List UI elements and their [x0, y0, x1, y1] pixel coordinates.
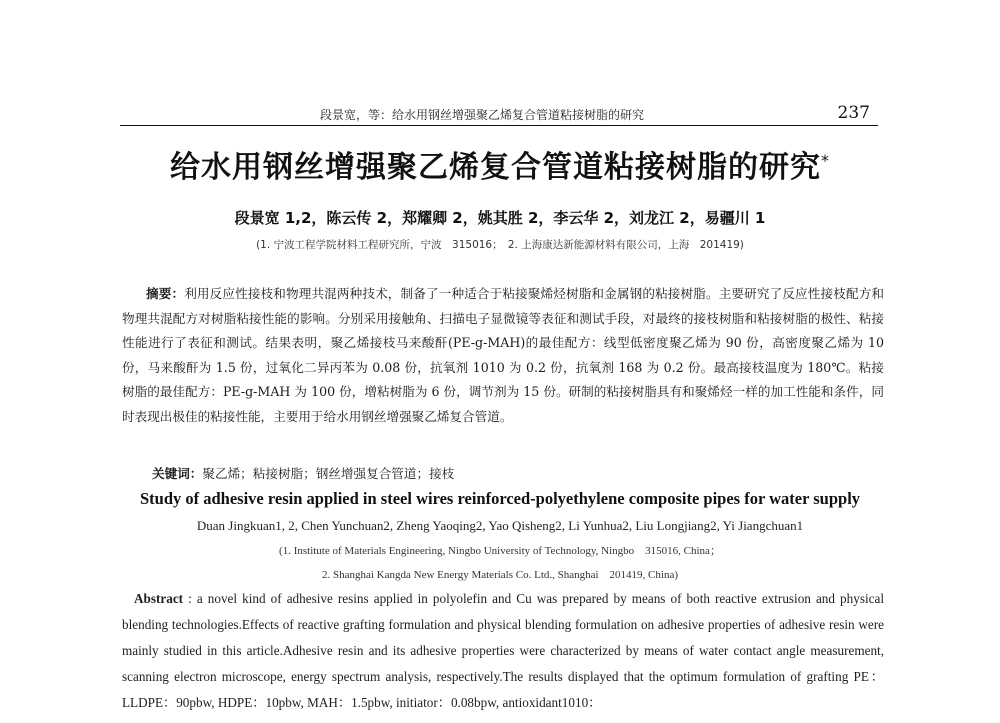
- chinese-affiliation: (1. 宁波工程学院材料工程研究所，宁波 315016； 2. 上海康达新能源材料有限公司，上海 201419): [256, 239, 744, 251]
- english-affiliation-1: (1. Institute of Materials Engineering, Ningbo University of Technology, Ningbo 315016, China；: [279, 545, 721, 557]
- chinese-abstract-text: 利用反应性接枝和物理共混两种技术，制备了一种适合于粘接聚烯烃树脂和金属钢的粘接树脂。主要研究了反应性接枝配方和物理共混配方对树脂粘接性能的影响。分别采用接触角、扫描电子显微镜等表征和测试手段，对最终的接枝树脂和粘接树脂的极性、粘接性能进行了表征和测试。结果表明，聚乙烯接枝马来酸酐(PE-g-MAH)的最佳配方：线型低密度聚乙烯为 90 份，高密度聚乙烯为 10 份，马来酸酐为 1.5 份，过氧化二异丙苯为 0.08 份，抗氧剂 1010 为 0.2 份，抗氧剂 168 为 0.2 份。最高接枝温度为 180℃。粘接树脂的最佳配方：PE-g-MAH 为 100 份，增粘树脂为 6 份，调节剂为 15 份。研制的粘接树脂具有和聚烯烃一样的加工性能和条件，同时表现出极佳的粘接性能，主要用于给水用钢丝增强聚乙烯复合管道。: [122, 286, 885, 424]
- english-title: Study of adhesive resin applied in steel wires reinforced-polyethylene composite pipes for water supply: [139, 489, 861, 508]
- english-affiliation-2: 2. Shanghai Kangda New Energy Materials Co. Ltd., Shanghai 201419, China): [321, 569, 678, 581]
- chinese-abstract: [122, 282, 884, 429]
- chinese-abstract-label: 摘要：: [146, 286, 185, 301]
- title-footnote-mark: *: [821, 151, 830, 170]
- chinese-keywords: [152, 463, 454, 482]
- english-authors: Duan Jingkuan1, 2, Chen Yunchuan2, Zheng Yaoqing2, Yao Qisheng2, Li Yunhua2, Liu Longjiang2, Yi Jiangchuan1: [196, 518, 804, 533]
- running-header-title: 段景宽，等：给水用钢丝增强聚乙烯复合管道粘接树脂的研究: [320, 108, 645, 122]
- chinese-title-text: 给水用钢丝增强聚乙烯复合管道粘接树脂的研究: [170, 150, 821, 185]
- chinese-keywords-text: 聚乙烯；粘接树脂；钢丝增强复合管道；接枝: [202, 466, 455, 481]
- english-abstract: [122, 586, 884, 716]
- chinese-keywords-label: 关键词：: [152, 466, 203, 481]
- english-abstract-label: Abstract: [134, 591, 184, 606]
- page-number: 237: [837, 103, 870, 123]
- chinese-title: [0, 142, 1000, 186]
- chinese-authors: 段景宽 1,2，陈云传 2，郑耀卿 2，姚其胜 2，李云华 2，刘龙江 2，易疆川 1: [234, 209, 766, 227]
- running-header: [120, 103, 878, 126]
- english-abstract-text: : a novel kind of adhesive resins applied in polyolefin and Cu was prepared by means of both reactive extrusion and physical blending technologies.Effects of reactive grafting formulation and physical blending formulation on adhesive properties of adhesive resin were mainly studied in this article.Adhesive resin and its adhesive properties were characterized by means of water contact angle measurement, scanning electron microscope, energy spectrum analysis, respectively.The results displayed that the optimum formulation of grafting PE：LLDPE：90pbw, HDPE：10pbw, MAH：1.5pbw, initiator：0.08bpw, antioxidant1010：: [122, 591, 885, 710]
